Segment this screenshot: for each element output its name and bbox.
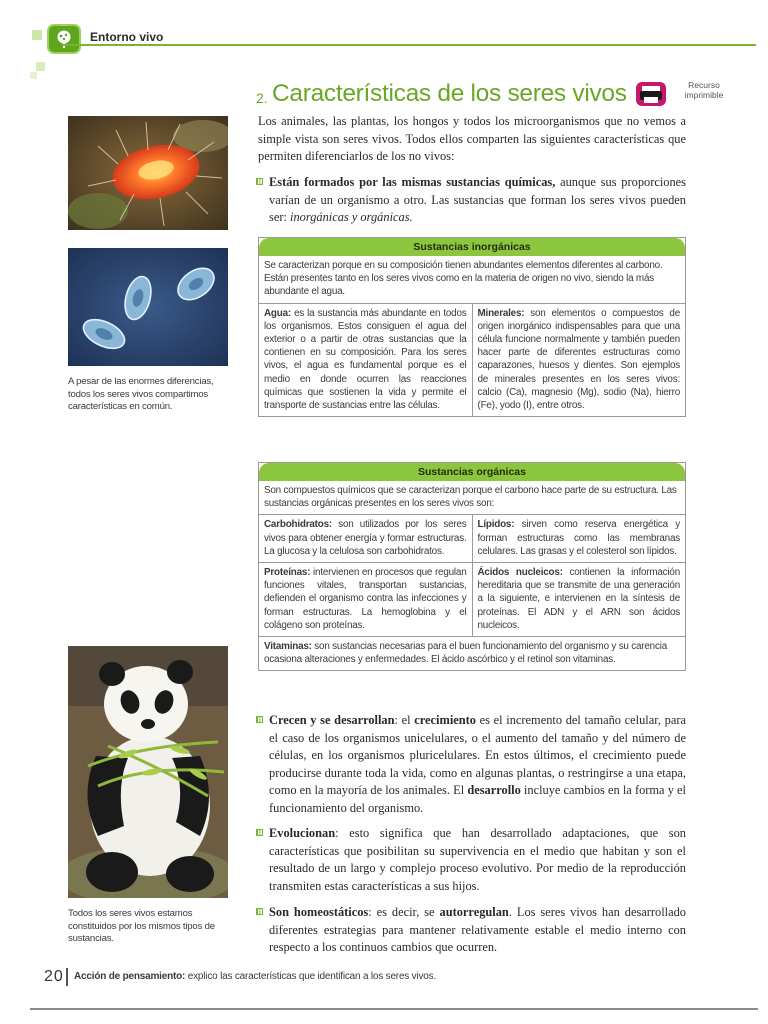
bullet-chemical-substances [256,174,686,227]
definition: sirven como reserva energética y forman estructuras como las membranas celulares. Las grasas y el colesterol son lípidos. [477,519,680,557]
table-row [259,637,685,670]
bullet-bold: desarrollo [467,783,521,798]
term: Ácidos nucleicos: [477,567,563,579]
footer-action [74,971,436,982]
nucleic-acids-cell [472,563,686,636]
term: Proteínas: [264,567,311,579]
bullet-bold: Están formados por las mismas sustancias químicas, [269,175,556,189]
resource-label-line1: Recurso [688,80,720,90]
header-decoration [30,72,37,79]
bullet-bold: Crecen y se desarrollan [269,713,395,727]
printable-resource-label[interactable] [678,80,730,100]
minerals-cell [472,304,686,417]
bullet-bold: Evolucionan [269,826,336,840]
bullet-evolution [256,825,686,895]
table-heading: Sustancias orgánicas [259,463,685,481]
microorganisms-photo [68,248,228,366]
definition: intervienen en procesos que regulan funciones vitales, transportan sustancias, defienden el organismo contra las infecciones y forman estructuras. La hemoglobina y el colágeno son proteínas. [264,567,467,631]
table-heading: Sustancias inorgánicas [259,238,685,256]
header-decoration [32,30,42,40]
bullet-text: : esto significa que han desarrollado adaptaciones, que son características que posibilitan su supervivencia en el medio que habitan y son el resultado de un largo y complejo proceso evolutivo. Por medio de la reproducción transmiten estas características a sus hijos. [269,826,686,893]
intro-paragraph: Los animales, las plantas, los hongos y todos los microorganismos que no vemos a simple vista son seres vivos. Todos ellos comparten las siguientes características que permiten diferenciarlos de los no vivos: [258,114,686,164]
bullet-homeostasis [256,904,686,957]
table-row [259,304,685,417]
page-title: Características de los seres vivos [272,80,627,107]
bullet-italic: inorgánicas y orgánicas. [290,210,413,225]
definition: son utilizados por los seres vivos para obtener energía y formar estructuras. La glucosa y la celulosa son carbohidratos. [264,519,467,557]
header-rule [62,44,756,46]
term: Lípidos: [477,519,515,531]
page-number: 20 [44,968,64,985]
bullet-text: : el [394,713,415,727]
bullet-marker [256,829,263,836]
term: Carbohidratos: [264,519,332,531]
tree-icon [47,24,81,54]
sea-anemone-photo [68,116,228,230]
term: Agua: [264,307,291,319]
footer-label: Acción de pensamiento: [74,971,186,982]
table-intro: Son compuestos químicos que se caracterizan porque el carbono hace parte de su estructura. Las sustancias orgánicas presentes en los seres vivos son: [259,481,685,515]
bullet-bold: crecimiento [414,713,476,727]
table-row [259,515,685,563]
microorganisms-caption: A pesar de las enormes diferencias, todos los seres vivos compartimos características en común. [68,376,214,412]
bullet-marker [256,178,263,185]
page-number-separator [66,968,68,986]
table-intro: Se caracterizan porque en su composición tienen abundantes elementos diferentes al carbono. Están presentes tanto en los seres vivos como en la materia de origen no vivo, siendo la más abundante el agua. [259,256,685,304]
definition: contienen la información hereditaria que se transmite de una generación a la siguiente, e intervienen en la síntesis de proteínas. El ADN y el ARN son ácidos nucleicos. [477,567,680,631]
panda-photo [68,646,228,898]
section-number: 2. [256,90,268,106]
bullet-bold: autorregulan [439,905,509,919]
bullet-text: aunque sus proporciones varían de un organismo a otro. Las sustancias que forman los seres vivos pueden ser: [269,175,686,225]
resource-label-line2: imprimible [684,90,724,100]
bullet-text: : es decir, se [368,905,440,919]
panda-caption: Todos los seres vivos estamos constituidos por los mismos tipos de sustancias. [68,908,215,944]
lipids-cell [472,515,686,562]
bullet-marker [256,716,263,723]
footer-description: explico las características que identifican a los seres vivos. [185,971,437,982]
bullet-marker [256,908,263,915]
inorganic-substances-table [258,237,686,417]
printer-icon[interactable] [636,80,666,108]
bullet-text: es el incremento del tamaño celular, para el caso de los organismos unicelulares, o el aumento del tamaño y del número de células, en los organismos pluricelulares. En estos últimos, el crecimiento puede producirse durante toda la vida, como en algunas plantas, o restringirse a una etapa, como en la mayoría de los animales. El [269,713,686,798]
bottom-rule [30,1008,758,1010]
table-row [259,563,685,637]
bullet-text: . Los seres vivos han desarrollado diferentes estrategias para mantener relativamente estable el medio interno con respecto a los continuos cambios que ocurren. [269,905,686,955]
definition: son sustancias necesarias para el buen funcionamiento del organismo y su carencia ocasiona alteraciones y enfermedades. El ácido ascórbico y el retinol son vitaminas. [264,641,667,666]
vitamins-cell [259,637,685,670]
definition: es la sustancia más abundante en todos los organismos. Estos consiguen el agua del exterior o a partir de otras sustancias que la contienen en su composición. Para los seres vivos, el agua es fundamental porque es el medio en donde ocurren las reacciones químicas que sostienen la vida y permite el transporte de sustancias entre las células. [264,307,467,412]
header-decoration [36,62,45,71]
bullet-growth-development [256,712,686,818]
organic-substances-table [258,462,686,671]
bullet-bold: Son homeostáticos [269,905,369,919]
section-header-title: Entorno vivo [90,30,164,44]
term: Vitaminas: [264,641,312,653]
definition: son elementos o compuestos de origen inorgánico indispensables para que una célula funcione normalmente y también pueden hacer parte de diferentes estructuras como caparazones, huesos y dientes. Son ejemplos de minerales presentes en los seres vivos: calcio (Ca), magnesio (Mg), sodio (Na), hierro (Fe), yodo (I), entre otros. [477,307,680,412]
term: Minerales: [477,307,525,319]
proteins-cell [259,563,472,636]
carbohydrates-cell [259,515,472,562]
bullet-text: incluye cambios en la forma y el funcionamiento del organismo. [269,783,686,815]
water-cell [259,304,472,417]
